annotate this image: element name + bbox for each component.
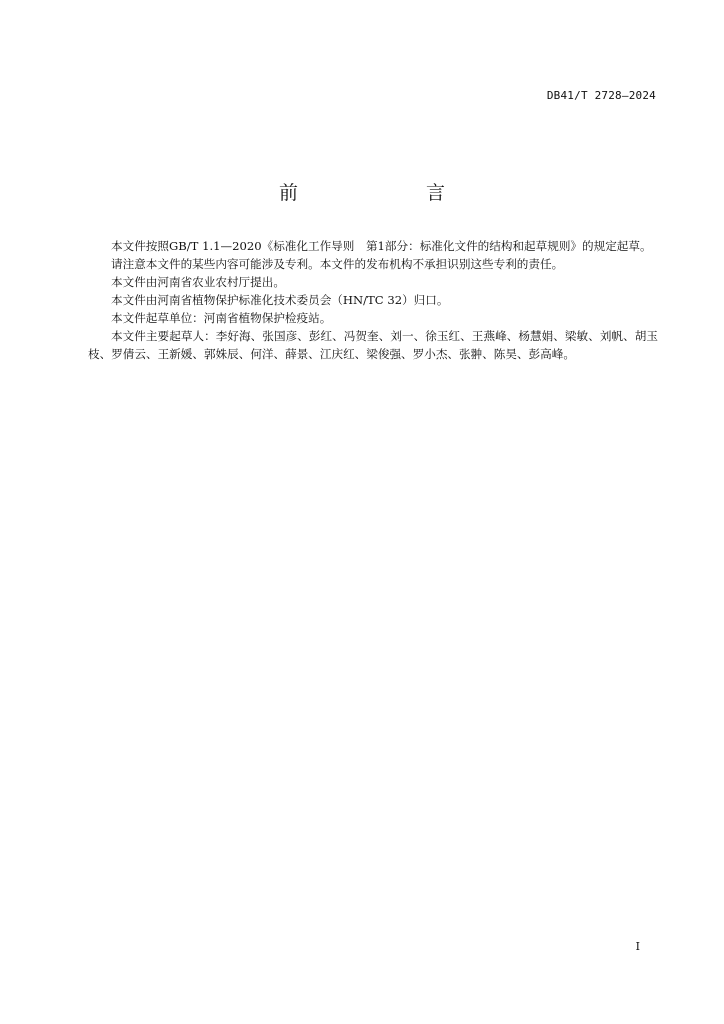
paragraph-patent-notice: 请注意本文件的某些内容可能涉及专利。本文件的发布机构不承担识别这些专利的责任。 xyxy=(111,257,564,271)
page-title: 前 言 xyxy=(278,182,475,204)
paragraph-drafting-unit: 本文件起草单位：河南省植物保护检疫站。 xyxy=(111,311,332,325)
document-code: DB41/T 2728—2024 xyxy=(546,89,656,102)
paragraph-technical-committee: 本文件由河南省植物保护标准化技术委员会（HN/TC 32）归口。 xyxy=(111,293,449,307)
foreword-body xyxy=(88,237,658,363)
page-number: I xyxy=(635,940,640,953)
paragraph-proposer: 本文件由河南省农业农村厅提出。 xyxy=(111,275,285,289)
paragraph-drafters: 本文件主要起草人：李好海、张国彦、彭红、冯贺奎、刘一、徐玉红、王燕峰、杨慧娟、梁敏、刘帆、胡玉枝、罗倩云、王新媛、郭姝辰、何洋、薛景、江庆红、梁俊强、罗小杰、张翀、陈昊、彭高峰。 xyxy=(88,329,658,361)
paragraph-drafting-rules: 本文件按照GB/T 1.1—2020《标准化工作导则 第1部分：标准化文件的结构和起草规则》的规定起草。 xyxy=(111,239,652,253)
